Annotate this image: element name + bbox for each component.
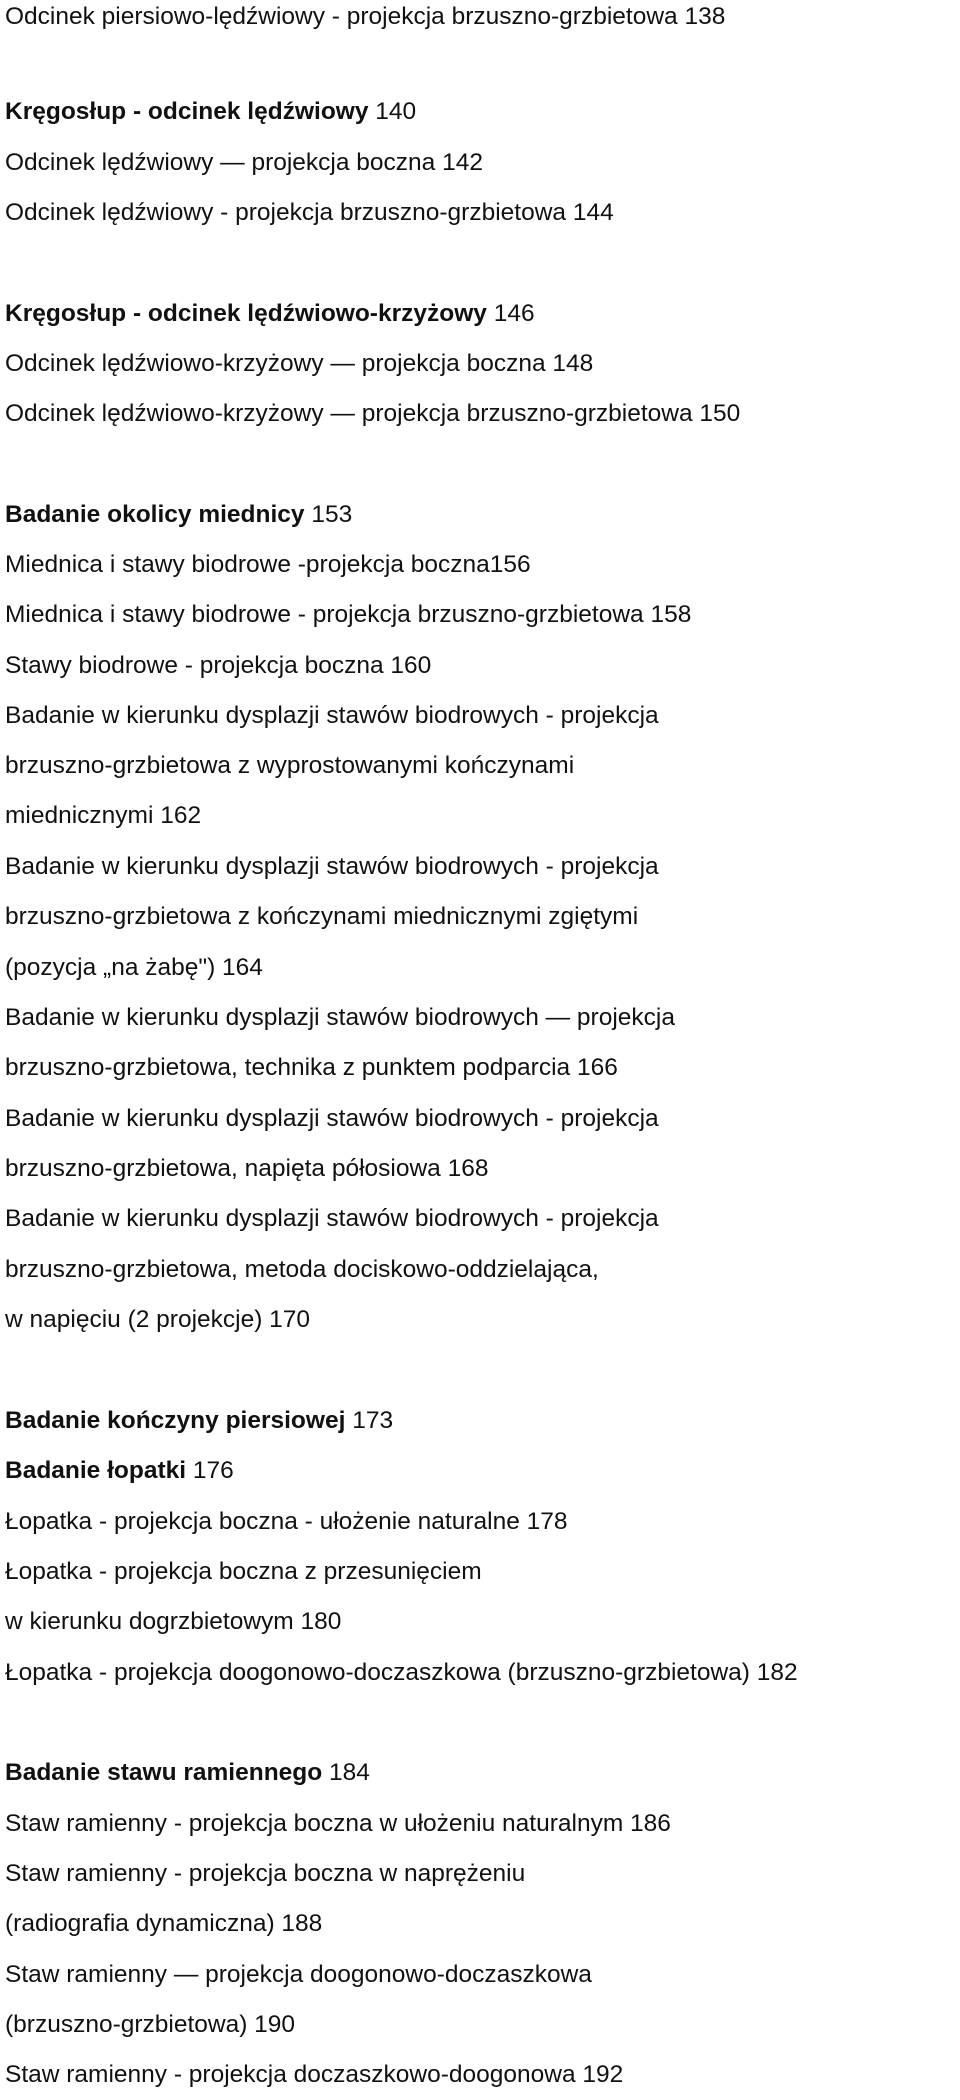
toc-entry: w kierunku dogrzbietowym 180 bbox=[5, 1608, 342, 1635]
section-title: Badanie stawu ramiennego bbox=[5, 1759, 323, 1786]
section-page-number: 146 bbox=[486, 300, 535, 327]
toc-entry: Miednica i stawy biodrowe -projekcja boczna156 bbox=[5, 551, 531, 578]
toc-entry: (brzuszno-grzbietowa) 190 bbox=[5, 2011, 296, 2038]
toc-entry: (radiografia dynamiczna) 188 bbox=[5, 1910, 323, 1937]
toc-section-heading bbox=[5, 1456, 234, 1486]
toc-entry: Staw ramienny - projekcja boczna w ułożeniu naturalnym 186 bbox=[5, 1810, 671, 1837]
toc-entry: Miednica i stawy biodrowe - projekcja brzuszno-grzbietowa 158 bbox=[5, 601, 692, 628]
toc-entry: Łopatka - projekcja doogonowo-doczaszkowa (brzuszno-grzbietowa) 182 bbox=[5, 1659, 798, 1686]
toc-entry: Staw ramienny - projekcja boczna w naprężeniu bbox=[5, 1860, 526, 1887]
toc-entry: Odcinek lędźwiowy — projekcja boczna 142 bbox=[5, 149, 483, 176]
toc-entry: Badanie w kierunku dysplazji stawów biodrowych - projekcja bbox=[5, 1105, 659, 1132]
toc-entry: Staw ramienny — projekcja doogonowo-doczaszkowa bbox=[5, 1961, 592, 1988]
toc-section-heading bbox=[5, 1758, 370, 1788]
section-title: Kręgosłup - odcinek lędźwiowy bbox=[5, 98, 369, 125]
section-page-number: 184 bbox=[322, 1759, 370, 1786]
section-title: Badanie okolicy miednicy bbox=[5, 501, 305, 528]
toc-entry: Łopatka - projekcja boczna - ułożenie naturalne 178 bbox=[5, 1508, 568, 1535]
toc-section-heading bbox=[5, 500, 352, 530]
section-title: Badanie kończyny piersiowej bbox=[5, 1407, 346, 1434]
section-page-number: 140 bbox=[368, 98, 417, 125]
toc-entry: Łopatka - projekcja boczna z przesunięciem bbox=[5, 1558, 482, 1585]
toc-entry: Staw ramienny - projekcja doczaszkowo-doogonowa 192 bbox=[5, 2061, 624, 2088]
section-page-number: 176 bbox=[186, 1457, 234, 1484]
section-title: Badanie łopatki bbox=[5, 1457, 187, 1484]
section-page-number: 173 bbox=[345, 1407, 394, 1434]
toc-entry: brzuszno-grzbietowa, metoda dociskowo-oddzielająca, bbox=[5, 1256, 599, 1283]
toc-section-heading bbox=[5, 1406, 393, 1436]
toc-entry: Odcinek lędźwiowo-krzyżowy — projekcja boczna 148 bbox=[5, 350, 594, 377]
toc-entry: Odcinek lędźwiowo-krzyżowy — projekcja brzuszno-grzbietowa 150 bbox=[5, 400, 741, 427]
toc-entry: Badanie w kierunku dysplazji stawów biodrowych - projekcja bbox=[5, 702, 659, 729]
toc-entry: Badanie w kierunku dysplazji stawów biodrowych - projekcja bbox=[5, 853, 659, 880]
toc-section-heading bbox=[5, 97, 416, 127]
toc-entry: Badanie w kierunku dysplazji stawów biodrowych - projekcja bbox=[5, 1205, 659, 1232]
toc-entry: brzuszno-grzbietowa z wyprostowanymi kończynami bbox=[5, 752, 575, 779]
section-title: Kręgosłup - odcinek lędźwiowo-krzyżowy bbox=[5, 300, 487, 327]
toc-entry: brzuszno-grzbietowa z kończynami miednicznymi zgiętymi bbox=[5, 903, 639, 930]
toc-entry: Badanie w kierunku dysplazji stawów biodrowych — projekcja bbox=[5, 1004, 675, 1031]
toc-entry: brzuszno-grzbietowa, technika z punktem podparcia 166 bbox=[5, 1054, 618, 1081]
toc-section-heading bbox=[5, 299, 535, 329]
toc-entry: Odcinek piersiowo-lędźwiowy - projekcja brzuszno-grzbietowa 138 bbox=[5, 3, 726, 30]
section-page-number: 153 bbox=[304, 501, 353, 528]
toc-entry: Odcinek lędźwiowy - projekcja brzuszno-grzbietowa 144 bbox=[5, 199, 614, 226]
toc-entry: (pozycja „na żabę") 164 bbox=[5, 954, 263, 981]
toc-entry: brzuszno-grzbietowa, napięta półosiowa 168 bbox=[5, 1155, 489, 1182]
toc-entry: w napięciu (2 projekcje) 170 bbox=[5, 1306, 311, 1333]
toc-entry: Stawy biodrowe - projekcja boczna 160 bbox=[5, 652, 432, 679]
toc-entry: miednicznymi 162 bbox=[5, 802, 202, 829]
